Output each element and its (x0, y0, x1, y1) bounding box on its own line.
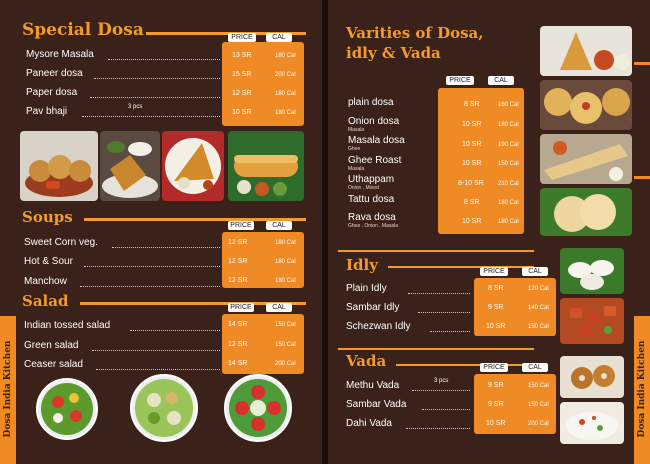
menu-item-price: 12 SR (228, 341, 248, 348)
leader-dots (130, 330, 220, 331)
menu-item-name: Uthappam (348, 174, 395, 185)
menu-item-price: 12 SR (228, 277, 248, 284)
price-column-label: PRICE (480, 363, 508, 372)
accent-line (634, 176, 650, 179)
cal-column-label: CAL (488, 76, 514, 85)
menu-item-price: 14 SR (228, 321, 248, 328)
menu-item-name: Paper dosa (26, 87, 78, 98)
heading-rule (388, 266, 534, 268)
menu-item-note: 3 pcs (128, 104, 143, 110)
schezwan-idly-photo (560, 298, 624, 344)
menu-item-name: Plain Idly (346, 283, 387, 294)
menu-item-cal: 180 Cal (498, 122, 519, 128)
menu-item-cal: 180 Cal (275, 240, 296, 246)
menu-item-price: 12 SR (228, 258, 248, 265)
price-column-label: PRICE (228, 303, 254, 312)
menu-item-name: Onion dosa (348, 116, 400, 127)
menu-item-price: 9 SR (488, 401, 504, 408)
leader-dots (422, 409, 470, 410)
heading-rule (338, 250, 534, 252)
menu-item-name: Manchow (24, 276, 67, 287)
menu-item-name: plain dosa (348, 97, 394, 108)
menu-item-price: 14 SR (228, 360, 248, 367)
side-brand-label: Dosa India Kitchen (3, 340, 13, 438)
menu-item-cal: 180 Cal (275, 259, 296, 265)
menu-item-cal: 160 Cal (498, 102, 519, 108)
menu-item-cal: 180 Cal (498, 219, 519, 225)
masala-dosa-photo (228, 131, 304, 201)
leader-dots (96, 369, 220, 370)
menu-item-cal: 150 Cal (528, 383, 549, 389)
menu-item-name: Pav bhaji (26, 106, 68, 117)
leader-dots (80, 286, 220, 287)
menu-item-subtext: Onion , Mixed (348, 185, 379, 191)
side-brand-label: Dosa India Kitchen (637, 340, 647, 438)
leader-dots (108, 59, 220, 60)
leader-dots (406, 428, 470, 429)
price-column-label: PRICE (480, 267, 508, 276)
leader-dots (90, 97, 220, 98)
menu-item-cal: 150 Cal (498, 161, 519, 167)
menu-item-cal: 150 Cal (528, 324, 549, 330)
menu-item-subtext: Ghee (348, 146, 361, 152)
menu-item-cal: 150 Cal (528, 402, 549, 408)
menu-item-name: Methu Vada (346, 380, 400, 391)
menu-item-name: Hot & Sour (24, 256, 73, 267)
leader-dots (112, 247, 220, 248)
menu-item-price: 8 SR (488, 285, 504, 292)
menu-item-name: Sambar Vada (346, 399, 407, 410)
menu-item-cal: 180 Cal (498, 200, 519, 206)
menu-item-cal: 210 Cal (498, 181, 519, 187)
leader-dots (412, 390, 470, 391)
menu-item-note: 3 pcs (434, 378, 449, 384)
menu-item-price: 10 SR (232, 109, 252, 116)
menu-item-name: Masala dosa (348, 135, 405, 146)
idly-heading: Idly (346, 256, 378, 274)
menu-item-subtext: Masala (348, 127, 365, 133)
menu-item-subtext: Masala (348, 166, 365, 172)
menu-item-cal: 150 Cal (275, 342, 296, 348)
menu-item-price: 8 SR (464, 101, 480, 108)
menu-item-cal: 180 Cal (275, 278, 296, 284)
menu-item-price: 10 SR (486, 323, 506, 330)
menu-item-cal: 150 Cal (275, 322, 296, 328)
price-column-label: PRICE (228, 221, 254, 230)
side-brand-tab (0, 316, 16, 464)
green-salad-photo (130, 374, 198, 442)
menu-item-price: 8-10 SR (458, 180, 484, 187)
menu-item-name: Green salad (24, 340, 79, 351)
cal-column-label: CAL (522, 267, 548, 276)
varieties-heading-line1: Varities of Dosa, (346, 24, 484, 42)
heading-rule (396, 364, 534, 366)
menu-item-price: 8 SR (464, 199, 480, 206)
menu-item-name: Ghee Roast (348, 155, 402, 166)
cal-column-label: CAL (266, 221, 292, 230)
menu-item-cal: 190 Cal (498, 142, 519, 148)
menu-item-name: Schezwan Idly (346, 321, 411, 332)
heading-rule (338, 348, 534, 350)
menu-item-name: Sweet Corn veg. (24, 237, 98, 248)
ghee-roast-photo (540, 134, 632, 184)
menu-item-cal: 200 Cal (275, 361, 296, 367)
menu-item-name: Mysore Masala (26, 49, 94, 60)
cal-column-label: CAL (266, 33, 292, 42)
dahi-vada-photo (560, 402, 624, 444)
idly-photo (560, 248, 624, 294)
price-column-label: PRICE (228, 33, 256, 42)
menu-item-price: 10 SR (462, 160, 482, 167)
uthappam-photo (540, 80, 632, 130)
menu-item-price: 15 SR (232, 71, 252, 78)
menu-item-cal: 180 Cal (275, 91, 296, 97)
rava-dosa-photo (540, 188, 632, 236)
menu-item-cal: 180 Cal (275, 110, 296, 116)
menu-item-price: 12 SR (228, 239, 248, 246)
cal-column-label: CAL (522, 363, 548, 372)
menu-item-name: Dahi Vada (346, 418, 392, 429)
leader-dots (84, 266, 220, 267)
tossed-salad-photo (36, 378, 98, 440)
menu-item-name: Sambar Idly (346, 302, 400, 313)
menu-item-name: Indian tossed salad (24, 320, 111, 331)
menu-item-price: 10 SR (486, 420, 506, 427)
special-dosa-heading: Special Dosa (22, 20, 144, 40)
methu-vada-photo (560, 356, 624, 398)
menu-item-cal: 140 Cal (528, 305, 549, 311)
right-menu-page (328, 0, 650, 464)
left-menu-page (0, 0, 322, 464)
dosa-platter-photo (540, 26, 632, 76)
accent-line (634, 62, 650, 65)
menu-item-price: 9 SR (488, 304, 504, 311)
cal-column-label: CAL (266, 303, 292, 312)
menu-item-cal: 180 Cal (275, 53, 296, 59)
price-column-label: PRICE (446, 76, 474, 85)
leader-dots (418, 312, 470, 313)
salad-heading: Salad (22, 292, 69, 310)
menu-item-price: 10 SR (462, 218, 482, 225)
menu-item-name: Tattu dosa (348, 194, 395, 205)
menu-item-name: Paneer dosa (26, 68, 83, 79)
menu-item-cal: 200 Cal (275, 72, 296, 78)
leader-dots (82, 116, 220, 117)
menu-item-price: 10 SR (462, 121, 482, 128)
ceaser-salad-photo (224, 374, 292, 442)
varieties-heading-line2: idly & Vada (346, 44, 441, 62)
menu-item-price: 13 SR (232, 52, 252, 59)
menu-item-price: 9 SR (488, 382, 504, 389)
pav-bhaji-photo (20, 131, 98, 201)
menu-item-name: Rava dosa (348, 212, 396, 223)
vada-heading: Vada (346, 352, 387, 370)
menu-item-cal: 200 Cal (528, 421, 549, 427)
dosa-chutney-photo (100, 131, 160, 201)
leader-dots (408, 293, 470, 294)
menu-item-price: 10 SR (462, 141, 482, 148)
menu-item-subtext: Ghee , Onion , Masala (348, 223, 399, 229)
menu-item-cal: 120 Cal (528, 286, 549, 292)
leader-dots (430, 331, 470, 332)
leader-dots (94, 78, 220, 79)
leader-dots (92, 350, 220, 351)
menu-item-name: Ceaser salad (24, 359, 83, 370)
side-brand-tab (634, 316, 650, 464)
paper-dosa-photo (162, 131, 224, 201)
soups-heading: Soups (22, 208, 73, 226)
menu-item-price: 12 SR (232, 90, 252, 97)
